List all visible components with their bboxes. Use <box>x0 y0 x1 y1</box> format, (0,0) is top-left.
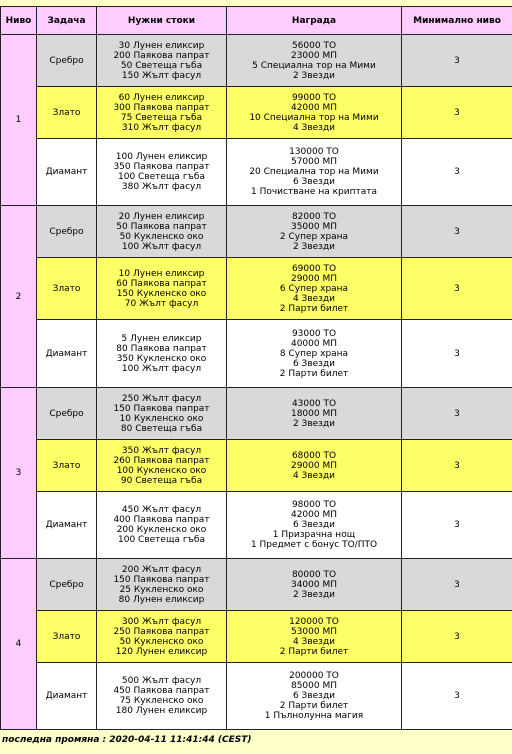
min-level-cell: 3 <box>402 559 512 611</box>
goods-line: 250 Жълт фасул <box>121 393 202 404</box>
goods-line: 180 Лунен еликсир <box>115 706 208 716</box>
reward-line: 2 Парти билет <box>279 368 349 379</box>
goods-line: 70 Жълт фасул <box>124 298 199 309</box>
reward-line: 18000 МП <box>290 408 338 419</box>
goods-line: 200 Паякова папрат <box>113 50 210 61</box>
goods-line: 350 Кукленско око <box>116 353 207 364</box>
reward-line: 4 Звезди <box>292 293 336 304</box>
reward-line: 20 Специална тор на Мими <box>249 167 379 177</box>
goods-line: 80 Светеща гъба <box>120 423 203 434</box>
reward-line: 35000 МП <box>290 221 338 232</box>
min-level-cell: 3 <box>402 611 512 663</box>
task-cell: Диамант <box>37 492 97 559</box>
goods-line: 200 Кукленско око <box>116 525 207 535</box>
goods-line: 100 Жълт фасул <box>121 363 202 374</box>
table-row <box>1 139 512 206</box>
goods-line: 50 Паякова папрат <box>116 221 207 232</box>
goods-line: 500 Жълт фасул <box>121 676 202 686</box>
goods-cell <box>97 206 227 258</box>
reward-line: 42000 МП <box>290 510 338 520</box>
goods-line: 20 Лунен еликсир <box>118 211 205 222</box>
reward-line: 6 Звезди <box>292 520 336 530</box>
level-cell: 4 <box>1 559 37 730</box>
goods-cell <box>97 611 227 663</box>
goods-line: 50 Кукленско око <box>119 231 204 242</box>
table-row <box>1 492 512 559</box>
reward-cell <box>227 611 402 663</box>
goods-line: 400 Паякова папрат <box>113 515 210 525</box>
goods-line: 310 Жълт фасул <box>121 122 202 133</box>
reward-line: 23000 МП <box>290 50 338 61</box>
reward-line: 2 Звезди <box>292 418 336 429</box>
reward-line: 2 Парти билет <box>279 303 349 314</box>
goods-cell <box>97 440 227 492</box>
min-level-cell: 3 <box>402 492 512 559</box>
task-cell: Диамант <box>37 320 97 388</box>
reward-line: 68000 ТО <box>291 450 337 461</box>
task-cell: Сребро <box>37 559 97 611</box>
goods-line: 10 Лунен еликсир <box>118 268 205 279</box>
reward-cell <box>227 206 402 258</box>
goods-cell <box>97 139 227 206</box>
goods-line: 10 Кукленско око <box>119 413 204 424</box>
table-row <box>1 320 512 388</box>
reward-line: 34000 МП <box>290 579 338 590</box>
min-level-cell: 3 <box>402 258 512 320</box>
min-level-cell: 3 <box>402 206 512 258</box>
quest-table-body <box>1 35 512 730</box>
reward-line: 2 Звезди <box>292 241 336 252</box>
reward-cell <box>227 663 402 730</box>
reward-line: 1 Пълнолунна магия <box>264 711 364 721</box>
min-level-cell: 3 <box>402 87 512 139</box>
table-row <box>1 611 512 663</box>
reward-line: 93000 ТО <box>291 328 337 339</box>
reward-cell <box>227 258 402 320</box>
reward-line: 200000 ТО <box>289 671 339 681</box>
reward-line: 10 Специална тор на Мими <box>249 112 379 123</box>
min-level-cell: 3 <box>402 139 512 206</box>
reward-line: 8 Супер храна <box>279 348 349 359</box>
reward-cell <box>227 559 402 611</box>
goods-cell <box>97 320 227 388</box>
goods-cell <box>97 492 227 559</box>
goods-line: 300 Паякова папрат <box>113 102 210 113</box>
header-reward: Награда <box>227 7 402 35</box>
reward-line: 2 Супер храна <box>279 231 349 242</box>
table-row <box>1 258 512 320</box>
task-cell: Злато <box>37 611 97 663</box>
reward-line: 6 Звезди <box>292 358 336 369</box>
header-level: Ниво <box>1 7 37 35</box>
reward-line: 6 Звезди <box>292 177 336 187</box>
level-cell: 3 <box>1 388 37 559</box>
goods-line: 260 Паякова папрат <box>113 455 210 466</box>
goods-line: 350 Жълт фасул <box>121 445 202 456</box>
reward-cell <box>227 492 402 559</box>
task-cell: Злато <box>37 440 97 492</box>
goods-line: 30 Лунен еликсир <box>118 40 205 51</box>
table-row <box>1 559 512 611</box>
reward-line: 2 Парти билет <box>279 646 349 657</box>
goods-cell <box>97 87 227 139</box>
goods-line: 250 Паякова папрат <box>113 626 210 637</box>
goods-line: 100 Кукленско око <box>116 465 207 476</box>
header-task: Задача <box>37 7 97 35</box>
reward-line: 2 Звезди <box>292 589 336 600</box>
goods-cell <box>97 258 227 320</box>
goods-line: 450 Паякова папрат <box>113 686 210 696</box>
reward-line: 5 Специална тор на Мими <box>252 60 376 71</box>
reward-line: 6 Супер храна <box>279 283 349 294</box>
table-row <box>1 87 512 139</box>
reward-line: 53000 МП <box>290 626 338 637</box>
min-level-cell: 3 <box>402 440 512 492</box>
header-row <box>1 7 512 35</box>
level-cell: 2 <box>1 206 37 388</box>
goods-line: 60 Паякова папрат <box>116 278 207 289</box>
table-row <box>1 388 512 440</box>
reward-cell <box>227 139 402 206</box>
reward-line: 1 Почистване на криптата <box>251 187 377 197</box>
goods-line: 25 Кукленско око <box>119 584 204 595</box>
reward-line: 4 Звезди <box>292 470 336 481</box>
reward-line: 120000 ТО <box>289 616 339 627</box>
table-row <box>1 206 512 258</box>
goods-line: 80 Паякова папрат <box>116 343 207 354</box>
goods-cell <box>97 663 227 730</box>
reward-line: 85000 МП <box>290 681 338 691</box>
reward-line: 98000 ТО <box>291 500 337 510</box>
reward-cell <box>227 320 402 388</box>
reward-line: 130000 ТО <box>289 147 339 157</box>
goods-line: 5 Лунен еликсир <box>121 333 202 344</box>
min-level-cell: 3 <box>402 388 512 440</box>
goods-line: 350 Паякова папрат <box>113 162 210 172</box>
reward-line: 99000 ТО <box>291 92 337 103</box>
min-level-cell: 3 <box>402 35 512 87</box>
reward-line: 2 Звезди <box>292 70 336 81</box>
last-modified: последна промяна : 2020-04-11 11:41:44 (CEST) <box>2 735 252 745</box>
reward-line: 4 Звезди <box>292 122 336 133</box>
goods-line: 75 Светеща гъба <box>120 112 203 123</box>
task-cell: Сребро <box>37 206 97 258</box>
quest-table <box>0 6 512 730</box>
reward-line: 43000 ТО <box>291 398 337 409</box>
goods-line: 100 Светеща гъба <box>118 535 205 545</box>
goods-line: 75 Кукленско око <box>119 696 204 706</box>
task-cell: Диамант <box>37 663 97 730</box>
level-cell: 1 <box>1 35 37 206</box>
reward-line: 1 Призрачна нощ <box>272 530 356 540</box>
reward-line: 29000 МП <box>290 273 338 284</box>
goods-line: 150 Паякова папрат <box>113 574 210 585</box>
reward-line: 4 Звезди <box>292 636 336 647</box>
reward-line: 1 Предмет с бонус ТО/ПТО <box>250 540 378 550</box>
reward-line: 82000 ТО <box>291 211 337 222</box>
table-row <box>1 35 512 87</box>
min-level-cell: 3 <box>402 663 512 730</box>
table-row <box>1 663 512 730</box>
min-level-cell: 3 <box>402 320 512 388</box>
goods-line: 100 Светеща гъба <box>118 172 205 182</box>
reward-cell <box>227 440 402 492</box>
goods-line: 120 Лунен еликсир <box>115 646 208 657</box>
goods-line: 300 Жълт фасул <box>121 616 202 627</box>
reward-cell <box>227 87 402 139</box>
goods-line: 200 Жълт фасул <box>121 564 202 575</box>
header-goods: Нужни стоки <box>97 7 227 35</box>
goods-line: 150 Паякова папрат <box>113 403 210 414</box>
reward-line: 40000 МП <box>290 338 338 349</box>
goods-cell <box>97 559 227 611</box>
task-cell: Сребро <box>37 388 97 440</box>
reward-line: 42000 МП <box>290 102 338 113</box>
reward-line: 57000 МП <box>290 157 338 167</box>
reward-cell <box>227 388 402 440</box>
reward-line: 6 Звезди <box>292 691 336 701</box>
table-row <box>1 440 512 492</box>
goods-line: 60 Лунен еликсир <box>118 92 205 103</box>
goods-line: 150 Жълт фасул <box>121 70 202 81</box>
goods-line: 80 Лунен еликсир <box>118 594 205 605</box>
task-cell: Злато <box>37 87 97 139</box>
goods-line: 450 Жълт фасул <box>121 505 202 515</box>
task-cell: Сребро <box>37 35 97 87</box>
header-min-level: Минимално ниво <box>402 7 512 35</box>
goods-cell <box>97 388 227 440</box>
reward-line: 80000 ТО <box>291 569 337 580</box>
reward-cell <box>227 35 402 87</box>
task-cell: Диамант <box>37 139 97 206</box>
goods-line: 150 Кукленско око <box>116 288 207 299</box>
reward-line: 56000 ТО <box>291 40 337 51</box>
goods-line: 100 Жълт фасул <box>121 241 202 252</box>
goods-line: 100 Лунен еликсир <box>115 152 208 162</box>
reward-line: 69000 ТО <box>291 263 337 274</box>
goods-line: 50 Кукленско око <box>119 636 204 647</box>
goods-line: 50 Светеща гъба <box>120 60 203 71</box>
goods-cell <box>97 35 227 87</box>
task-cell: Злато <box>37 258 97 320</box>
reward-line: 29000 МП <box>290 460 338 471</box>
reward-line: 2 Парти билет <box>279 701 349 711</box>
goods-line: 90 Светеща гъба <box>120 475 203 486</box>
goods-line: 380 Жълт фасул <box>121 182 202 192</box>
